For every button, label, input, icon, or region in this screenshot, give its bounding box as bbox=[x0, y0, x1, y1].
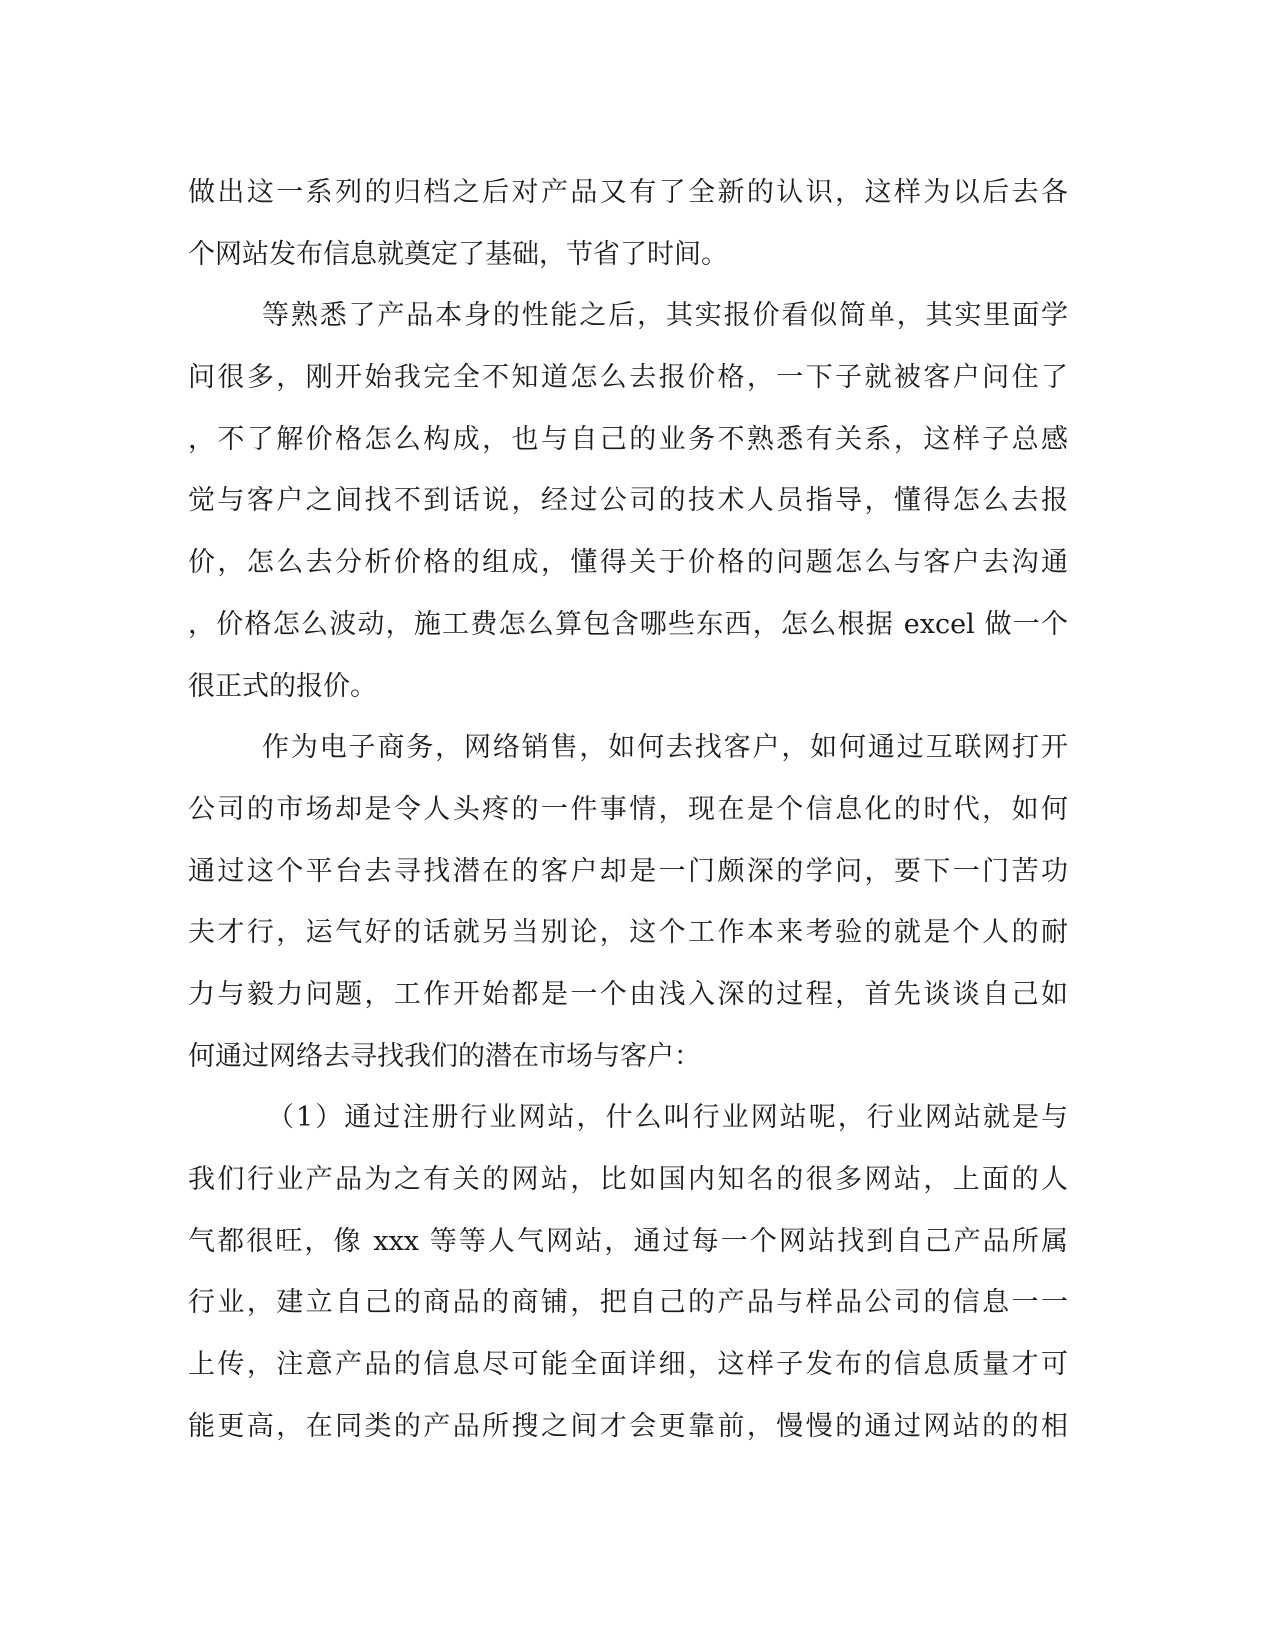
text-line: 作为电子商务，网络销售，如何去找客户，如何通过互联网打开 bbox=[262, 732, 1068, 764]
text-line: 公司的市场却是令人头疼的一件事情，现在是个信息化的时代，如何 bbox=[188, 793, 1068, 825]
text-line: 价，怎么去分析价格的组成，懂得关于价格的问题怎么与客户去沟通 bbox=[188, 547, 1068, 579]
text-line: 气都很旺，像 xxx 等等人气网站，通过每一个网站找到自己产品所属 bbox=[188, 1225, 1068, 1257]
text-line: 通过这个平台去寻找潜在的客户却是一门颇深的学问，要下一门苦功 bbox=[188, 855, 1068, 887]
text-line: 很正式的报价。 bbox=[188, 670, 377, 702]
text-line: 何通过网络去寻找我们的潜在市场与客户： bbox=[188, 1040, 701, 1072]
document-body bbox=[188, 162, 1068, 1457]
text-line: 夫才行，运气好的话就另当别论，这个工作本来考验的就是个人的耐 bbox=[188, 917, 1068, 949]
text-line: ，价格怎么波动，施工费怎么算包含哪些东西，怎么根据 excel 做一个 bbox=[188, 608, 1068, 640]
text-line: 行业，建立自己的商品的商铺，把自己的产品与样品公司的信息一一 bbox=[188, 1287, 1068, 1319]
text-line: 个网站发布信息就奠定了基础，节省了时间。 bbox=[188, 238, 728, 270]
text-line: 等熟悉了产品本身的性能之后，其实报价看似简单，其实里面学 bbox=[262, 300, 1068, 332]
text-line: （1）通过注册行业网站，什么叫行业网站呢，行业网站就是与 bbox=[267, 1102, 1068, 1134]
text-line: 做出这一系列的归档之后对产品又有了全新的认识，这样为以后去各 bbox=[188, 177, 1068, 208]
text-line: 觉与客户之间找不到话说，经过公司的技术人员指导，懂得怎么去报 bbox=[188, 485, 1068, 517]
text-line: 我们行业产品为之有关的网站，比如国内知名的很多网站，上面的人 bbox=[188, 1164, 1068, 1195]
text-line: ，不了解价格怎么构成，也与自己的业务不熟悉有关系，这样子总感 bbox=[188, 423, 1068, 455]
text-line: 上传，注意产品的信息尽可能全面详细，这样子发布的信息质量才可 bbox=[188, 1349, 1068, 1381]
text-line: 力与毅力问题，工作开始都是一个由浅入深的过程，首先谈谈自己如 bbox=[188, 978, 1068, 1010]
text-line: 能更高，在同类的产品所搜之间才会更靠前，慢慢的通过网站的的相 bbox=[188, 1410, 1068, 1442]
text-line: 问很多，刚开始我完全不知道怎么去报价格，一下子就被客户问住了 bbox=[188, 362, 1068, 394]
